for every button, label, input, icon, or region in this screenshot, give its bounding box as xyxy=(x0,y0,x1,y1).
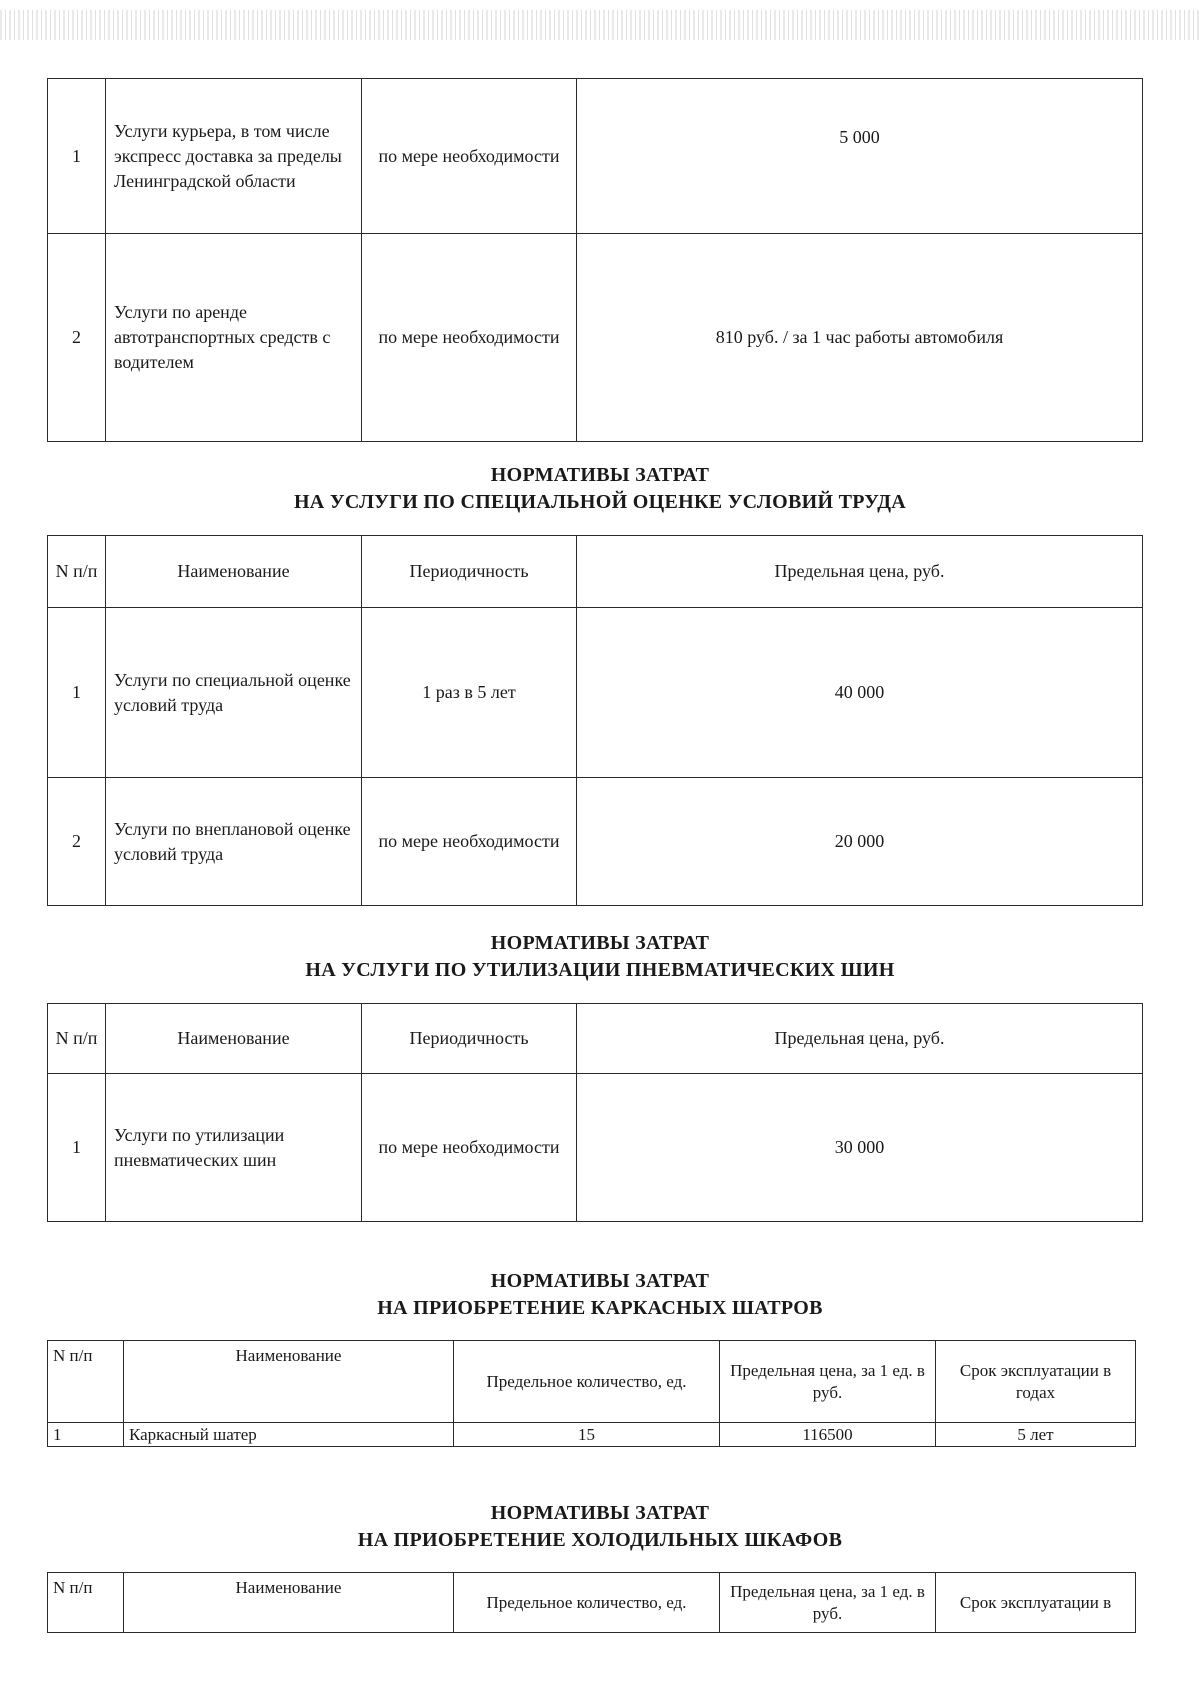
table-row xyxy=(48,79,1143,234)
service-name: Услуги по аренде автотранспортных средств с водителем xyxy=(106,234,362,442)
row-number: 2 xyxy=(48,778,106,906)
header-num: N п/п xyxy=(48,536,106,608)
title-line-2: НА УСЛУГИ ПО УТИЛИЗАЦИИ ПНЕВМАТИЧЕСКИХ ШИН xyxy=(305,959,895,981)
labor-assessment-table xyxy=(47,535,1143,906)
table-row xyxy=(48,1074,1143,1222)
header-num: N п/п xyxy=(48,1341,124,1423)
header-price: Предельная цена, руб. xyxy=(577,1004,1143,1074)
item-name: Каркасный шатер xyxy=(124,1423,454,1447)
service-life: 5 лет xyxy=(936,1423,1136,1447)
courier-transport-table xyxy=(47,78,1143,442)
periodicity: по мере необходимости xyxy=(362,79,577,234)
section-title-tents xyxy=(0,1268,1200,1322)
service-name: Услуги по внеплановой оценке условий труда xyxy=(106,778,362,906)
price: 30 000 xyxy=(577,1074,1143,1222)
frame-tents-table xyxy=(47,1340,1136,1447)
header-price: Предельная цена, за 1 ед. в руб. xyxy=(720,1573,936,1633)
header-name: Наименование xyxy=(124,1341,454,1423)
title-line-1: НОРМАТИВЫ ЗАТРАТ xyxy=(490,1270,710,1292)
table-row xyxy=(48,778,1143,906)
periodicity: по мере необходимости xyxy=(362,234,577,442)
header-name: Наименование xyxy=(106,536,362,608)
periodicity: по мере необходимости xyxy=(362,778,577,906)
unit-price: 116500 xyxy=(720,1423,936,1447)
section-title-fridges xyxy=(0,1500,1200,1554)
header-price: Предельная цена, руб. xyxy=(577,536,1143,608)
price: 810 руб. / за 1 час работы автомобиля xyxy=(577,234,1143,442)
header-num: N п/п xyxy=(48,1573,124,1633)
header-qty: Предельное количество, ед. xyxy=(454,1573,720,1633)
periodicity: 1 раз в 5 лет xyxy=(362,608,577,778)
row-number: 1 xyxy=(48,1423,124,1447)
header-name: Наименование xyxy=(106,1004,362,1074)
row-number: 1 xyxy=(48,79,106,234)
price: 20 000 xyxy=(577,778,1143,906)
section-title-tires xyxy=(0,930,1200,984)
header-name: Наименование xyxy=(124,1573,454,1633)
scan-noise-strip xyxy=(0,10,1200,40)
header-period: Периодичность xyxy=(362,1004,577,1074)
title-line-2: НА УСЛУГИ ПО СПЕЦИАЛЬНОЙ ОЦЕНКЕ УСЛОВИЙ ТРУДА xyxy=(293,491,907,513)
section-title-labor xyxy=(0,462,1200,516)
table-row xyxy=(48,234,1143,442)
service-name: Услуги курьера, в том числе экспресс доставка за пределы Ленинградской области xyxy=(106,79,362,234)
quantity: 15 xyxy=(454,1423,720,1447)
service-name: Услуги по специальной оценке условий труда xyxy=(106,608,362,778)
row-number: 1 xyxy=(48,1074,106,1222)
service-name: Услуги по утилизации пневматических шин xyxy=(106,1074,362,1222)
header-qty: Предельное количество, ед. xyxy=(454,1341,720,1423)
header-price: Предельная цена, за 1 ед. в руб. xyxy=(720,1341,936,1423)
table-header-row xyxy=(48,536,1143,608)
title-line-1: НОРМАТИВЫ ЗАТРАТ xyxy=(490,1502,710,1524)
periodicity: по мере необходимости xyxy=(362,1074,577,1222)
title-line-2: НА ПРИОБРЕТЕНИЕ ХОЛОДИЛЬНЫХ ШКАФОВ xyxy=(357,1529,843,1551)
fridges-table xyxy=(47,1572,1136,1633)
table-row xyxy=(48,608,1143,778)
table-row xyxy=(48,1423,1136,1447)
table-header-row xyxy=(48,1341,1136,1423)
table-header-row xyxy=(48,1004,1143,1074)
price: 40 000 xyxy=(577,608,1143,778)
title-line-1: НОРМАТИВЫ ЗАТРАТ xyxy=(490,464,710,486)
row-number: 1 xyxy=(48,608,106,778)
header-term: Срок эксплуатации в xyxy=(936,1573,1136,1633)
row-number: 2 xyxy=(48,234,106,442)
header-num: N п/п xyxy=(48,1004,106,1074)
tire-disposal-table xyxy=(47,1003,1143,1222)
header-period: Периодичность xyxy=(362,536,577,608)
price: 5 000 xyxy=(577,79,1143,234)
table-header-row xyxy=(48,1573,1136,1633)
title-line-2: НА ПРИОБРЕТЕНИЕ КАРКАСНЫХ ШАТРОВ xyxy=(377,1297,823,1319)
header-term: Срок эксплуатации в годах xyxy=(936,1341,1136,1423)
title-line-1: НОРМАТИВЫ ЗАТРАТ xyxy=(490,932,710,954)
